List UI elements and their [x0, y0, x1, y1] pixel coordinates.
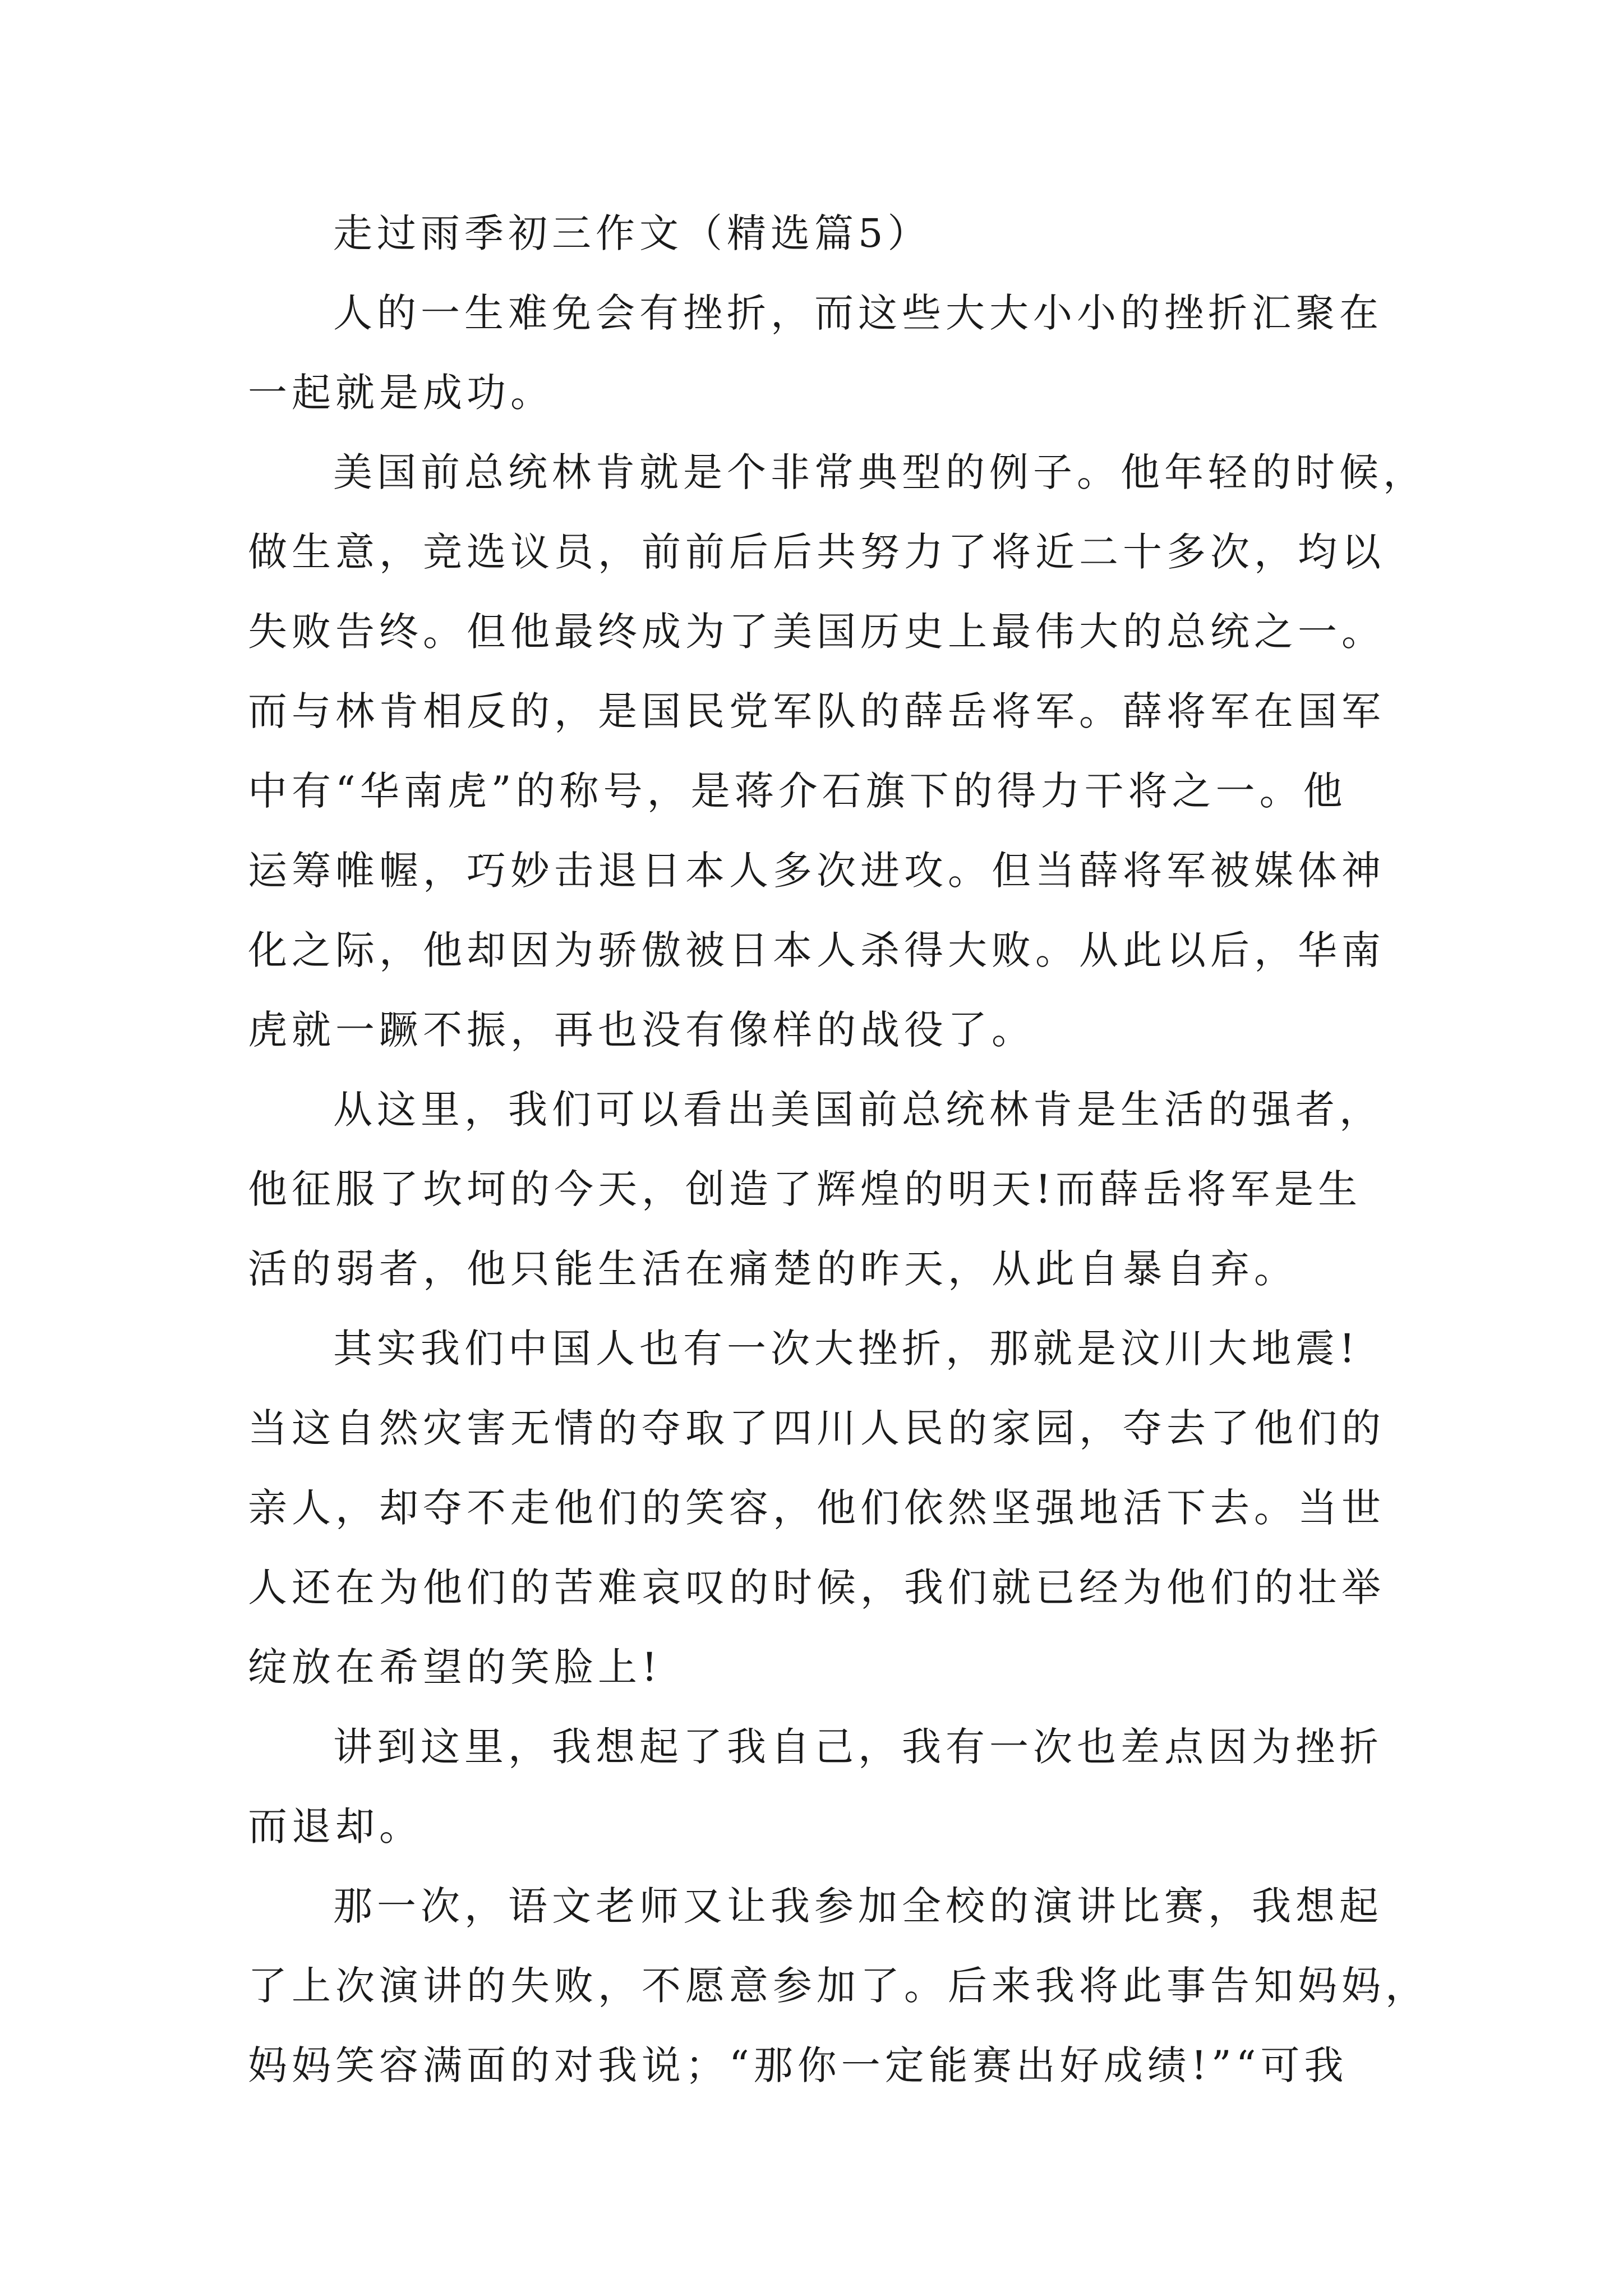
document-title — [248, 194, 1392, 273]
paragraph-line: 人还在为他们的苦难哀叹的时候，我们就已经为他们的壮举 — [248, 1565, 1385, 1611]
paragraph-line: 从这里，我们可以看出美国前总统林肯是生活的强者， — [333, 1087, 1383, 1133]
paragraph-line: 绽放在希望的笑脸上! — [248, 1644, 662, 1690]
paragraph-line: 那一次，语文老师又让我参加全校的演讲比赛，我想起 — [333, 1883, 1383, 1929]
paragraph-line: 其实我们中国人也有一次大挫折，那就是汶川大地震! — [333, 1326, 1360, 1372]
paragraph-line: 活的弱者，他只能生活在痛楚的昨天，从此自暴自弃。 — [248, 1246, 1298, 1292]
paragraph-line: 他征服了坎坷的今天，创造了辉煌的明天!而薛岳将军是生 — [248, 1166, 1362, 1212]
paragraph-line: 虎就一蹶不振，再也没有像样的战役了。 — [248, 1007, 1035, 1053]
document-body — [248, 194, 1429, 2105]
paragraph-5 — [248, 1707, 1392, 1866]
paragraph-line: 美国前总统林肯就是个非常典型的例子。他年轻的时候， — [333, 449, 1427, 495]
paragraph-6 — [248, 1866, 1429, 2105]
paragraph-1 — [248, 273, 1392, 432]
paragraph-line: 讲到这里，我想起了我自己，我有一次也差点因为挫折 — [333, 1724, 1383, 1770]
paragraph-line: 妈妈笑容满面的对我说；“那你一定能赛出好成绩!”“可我 — [248, 2042, 1348, 2088]
title-line: 走过雨季初三作文（精选篇5） — [333, 210, 932, 256]
paragraph-line: 亲人，却夺不走他们的笑容，他们依然坚强地活下去。当世 — [248, 1485, 1385, 1531]
paragraph-line: 一起就是成功。 — [248, 370, 554, 416]
paragraph-line: 而退却。 — [248, 1803, 423, 1849]
paragraph-2 — [248, 432, 1427, 1070]
paragraph-line: 运筹帷幄，巧妙击退日本人多次进攻。但当薛将军被媒体神 — [248, 848, 1385, 894]
paragraph-line: 人的一生难免会有挫折，而这些大大小小的挫折汇聚在 — [333, 290, 1383, 336]
paragraph-line: 当这自然灾害无情的夺取了四川人民的家园，夺去了他们的 — [248, 1405, 1385, 1451]
paragraph-line: 了上次演讲的失败，不愿意参加了。后来我将此事告知妈妈， — [248, 1963, 1429, 2009]
paragraph-3 — [248, 1070, 1392, 1309]
paragraph-line: 化之际，他却因为骄傲被日本人杀得大败。从此以后，华南 — [248, 927, 1385, 973]
paragraph-line: 中有“华南虎”的称号，是蒋介石旗下的得力干将之一。他 — [248, 768, 1347, 814]
paragraph-line: 而与林肯相反的，是国民党军队的薛岳将军。薛将军在国军 — [248, 688, 1385, 734]
paragraph-line: 失败告终。但他最终成为了美国历史上最伟大的总统之一。 — [248, 609, 1385, 655]
paragraph-line: 做生意，竞选议员，前前后后共努力了将近二十多次，均以 — [248, 529, 1385, 575]
paragraph-4 — [248, 1309, 1392, 1707]
